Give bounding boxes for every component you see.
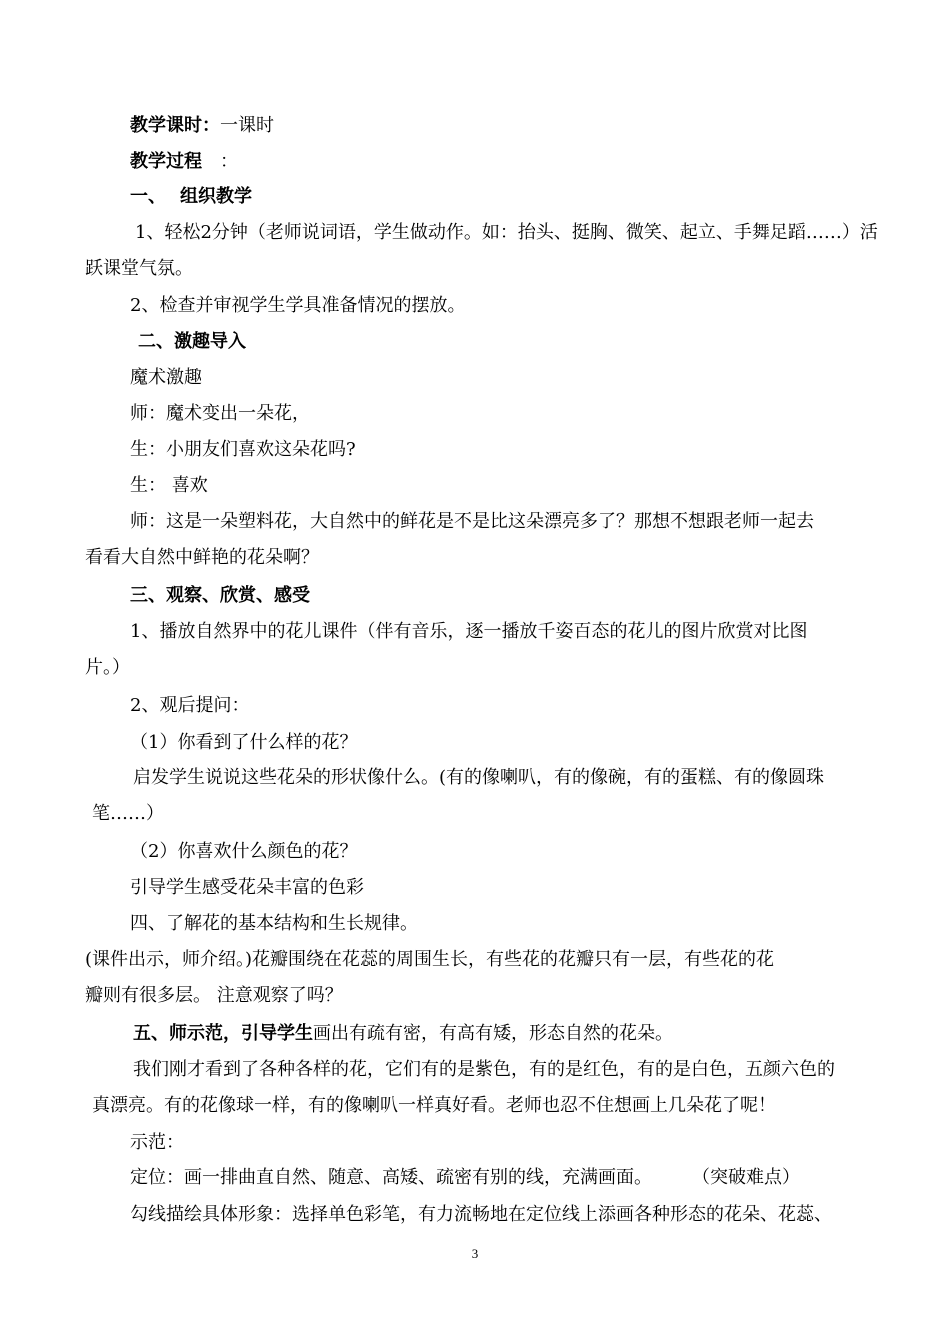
paragraph-line: 勾线描绘具体形象：选择单色彩笔，有力流畅地在定位线上添画各种形态的花朵、花蕊、 — [130, 1204, 832, 1225]
paragraph-line: 跃课堂气氛。 — [85, 258, 193, 279]
line-teaching-process — [130, 150, 238, 174]
heading-label: 教学课时： — [130, 115, 220, 136]
paragraph-line: 示范： — [130, 1132, 184, 1153]
paragraph-line: 笔……） — [92, 803, 164, 824]
paragraph-line: 片。） — [85, 657, 130, 678]
paragraph-line: (课件出示，师介绍。)花瓣围绕在花蕊的周围生长，有些花的花瓣只有一层，有些花的花 — [85, 949, 775, 970]
paragraph-line: 2、检查并审视学生学具准备情况的摆放。 — [130, 295, 466, 316]
paragraph-line: 1、轻松2分钟（老师说词语，学生做动作。如：抬头、挺胸、微笑、起立、手舞足蹈……）活 — [135, 222, 878, 243]
line-lesson-time — [130, 114, 274, 138]
paragraph-line: 生：小朋友们喜欢这朵花吗? — [130, 439, 356, 460]
paragraph-line: 真漂亮。有的花像球一样，有的像喇叭一样真好看。老师也忍不住想画上几朵花了呢！ — [92, 1095, 776, 1116]
paragraph-line: 引导学生感受花朵丰富的色彩 — [130, 877, 364, 898]
paragraph-line: （1）你看到了什么样的花？ — [130, 732, 358, 753]
note-text: （突破难点） — [692, 1167, 800, 1188]
section-heading-1 — [130, 185, 252, 209]
section-title: 五、师示范，引导学生 — [133, 1023, 313, 1044]
paragraph-line: 四、了解花的基本结构和生长规律。 — [130, 913, 418, 934]
paragraph-line: 魔术激趣 — [130, 367, 202, 388]
heading-label: 教学过程 — [130, 151, 202, 172]
paragraph-line: 生： 喜欢 — [130, 475, 208, 496]
body-text: 一课时 — [220, 115, 274, 136]
body-text: ： — [220, 151, 238, 172]
page-number: 3 — [471, 1246, 479, 1261]
section-heading-5 — [133, 1022, 673, 1046]
body-text: 画出有疏有密，有高有矮，形态自然的花朵。 — [313, 1023, 673, 1044]
paragraph-line: 瓣则有很多层。 注意观察了吗？ — [85, 985, 343, 1006]
paragraph-line: 师：魔术变出一朵花， — [130, 403, 310, 424]
section-heading-2: 二、激趣导入 — [138, 331, 246, 352]
section-title: 组织教学 — [180, 186, 252, 207]
paragraph-line: 2、观后提问： — [130, 695, 250, 716]
paragraph-line: 看看大自然中鲜艳的花朵啊？ — [85, 547, 319, 568]
paragraph-line: 启发学生说说这些花朵的形状像什么。(有的像喇叭，有的像碗，有的蛋糕、有的像圆珠 — [133, 767, 825, 788]
paragraph-line: （2）你喜欢什么颜色的花？ — [130, 841, 358, 862]
paragraph-line: 我们刚才看到了各种各样的花，它们有的是紫色，有的是红色，有的是白色，五颜六色的 — [133, 1059, 835, 1080]
section-number: 一、 — [130, 186, 166, 207]
paragraph-line: 师：这是一朵塑料花，大自然中的鲜花是不是比这朵漂亮多了？那想不想跟老师一起去 — [130, 511, 814, 532]
paragraph-line — [130, 1166, 800, 1190]
body-text: 定位：画一排曲直自然、随意、高矮、疏密有别的线，充满画面。 — [130, 1167, 652, 1188]
section-heading-3: 三、观察、欣赏、感受 — [130, 585, 310, 606]
paragraph-line: 1、播放自然界中的花儿课件（伴有音乐，逐一播放千姿百态的花儿的图片欣赏对比图 — [130, 621, 808, 642]
